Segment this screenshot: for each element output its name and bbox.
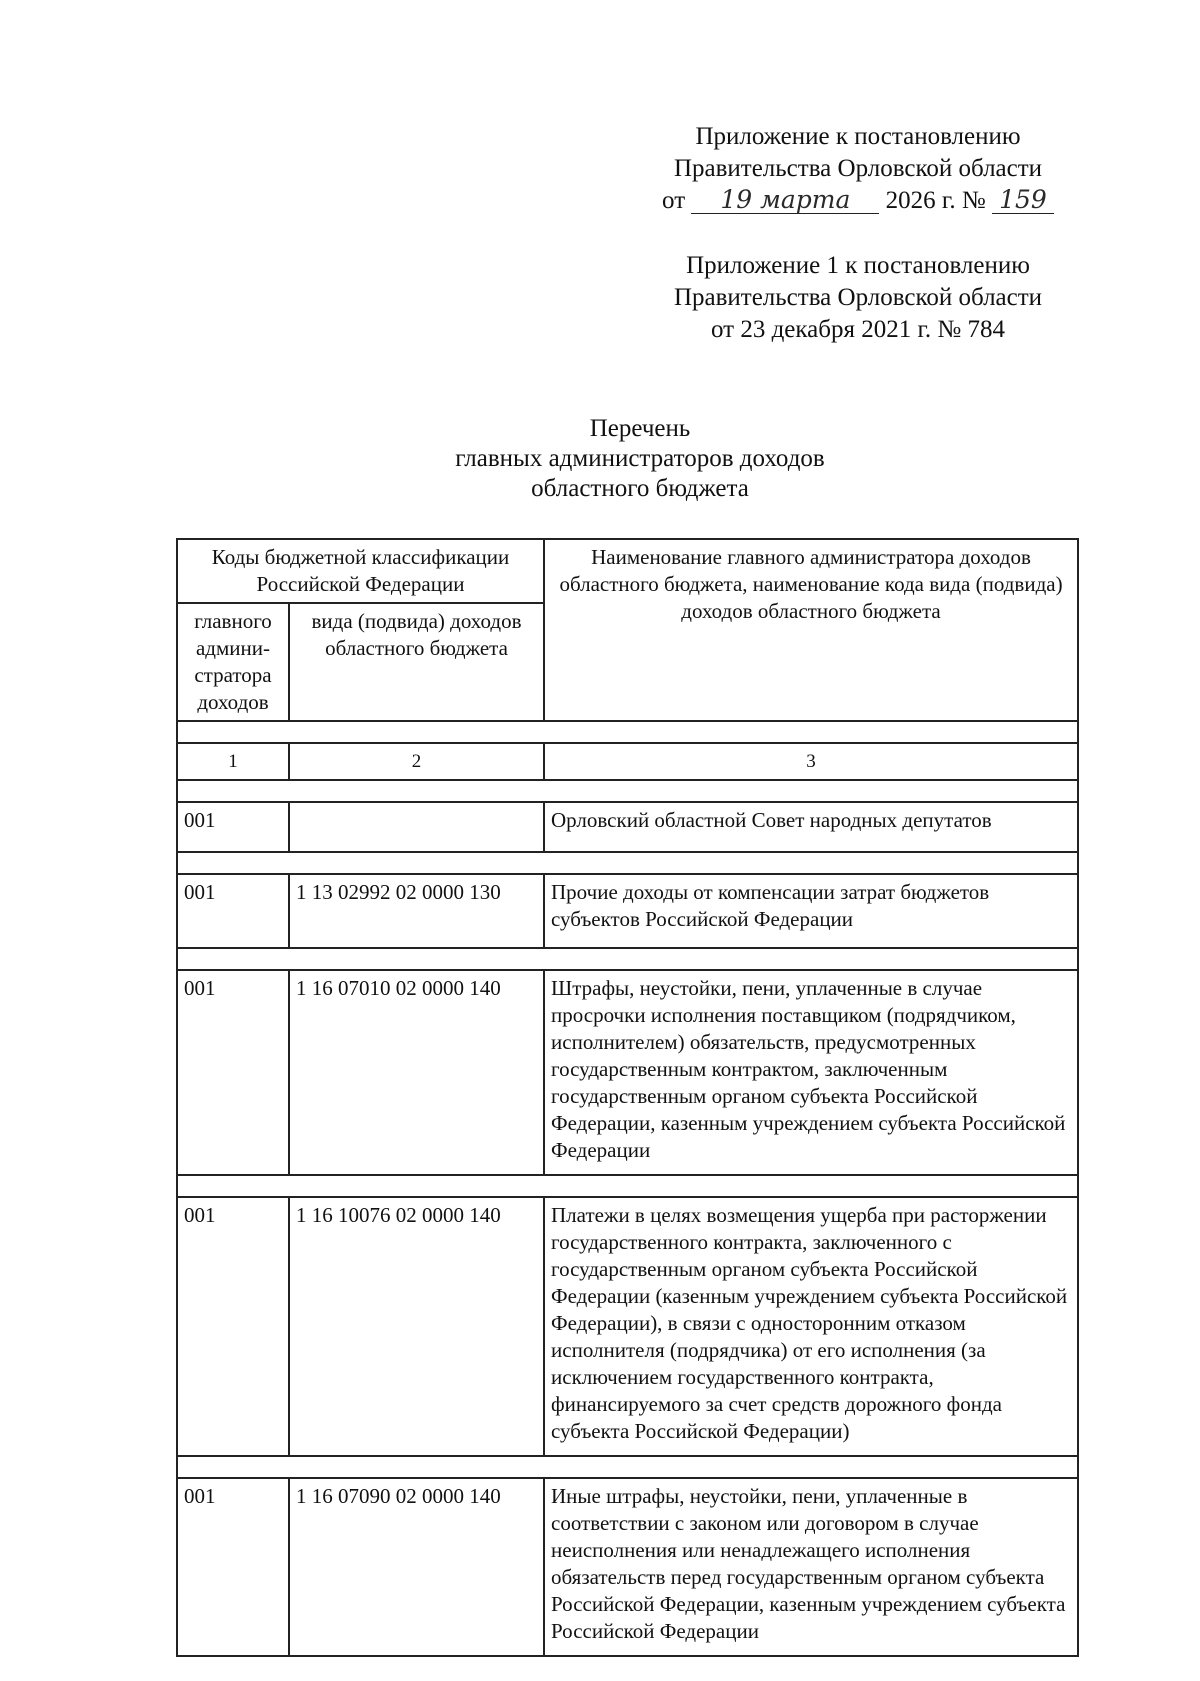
column-numbers-row [177,743,1078,780]
col2-header-cell: вида (подвида) доходов областного бюджета [289,603,544,721]
title-line1: Перечень [589,415,691,442]
administrators-table [176,538,1079,1657]
original-appendix-line2: Правительства Орловской области [673,284,1043,311]
appendix-header-line2: Правительства Орловской области [673,155,1043,182]
handwritten-date: 19 марта [691,187,879,214]
appendix-header-line1: Приложение к постановлению [695,123,1021,150]
title-line3: областного бюджета [531,475,749,502]
admin-code-cell: 001 [177,1478,289,1656]
col1-header-cell: главного админи-стратора доходов [177,603,289,721]
header-gap [177,721,1078,743]
admin-code-cell: 001 [177,970,289,1175]
document-title [0,414,1200,504]
income-code-cell: 1 13 02992 02 0000 130 [289,874,544,948]
original-appendix-line1: Приложение 1 к постановлению [686,252,1030,279]
table-row [177,874,1078,948]
col-number-2: 2 [289,743,544,780]
income-name-cell: Штрафы, неустойки, пени, уплаченные в случае просрочки исполнения поставщиком (подрядчиком, исполнителем) обязательств, предусмотренных государственным контрактом, заключенным государственным органом субъекта Российской Федерации, казенным учреждением субъекта Российской Федерации [544,970,1078,1175]
income-code-cell [289,802,544,852]
admin-code-cell: 001 [177,1197,289,1456]
original-appendix-line3: от 23 декабря 2021 г. № 784 [710,316,1006,343]
year-text: 2026 г. № [885,187,986,214]
col-number-3: 3 [544,743,1078,780]
income-code-cell: 1 16 07010 02 0000 140 [289,970,544,1175]
original-appendix-header [628,250,1088,346]
table-row [177,970,1078,1175]
admin-code-cell: 001 [177,802,289,852]
table-row [177,1197,1078,1456]
income-code-cell: 1 16 07090 02 0000 140 [289,1478,544,1656]
income-name-cell: Иные штрафы, неустойки, пени, уплаченные в соответствии с законом или договором в случае неисполнения или ненадлежащего исполнения обязательств перед государственным органом субъекта Российской Федерации, казенным учреждением субъекта Российской Федерации [544,1478,1078,1656]
income-code-cell: 1 16 10076 02 0000 140 [289,1197,544,1456]
col3-header-cell: Наименование главного администратора доходов областного бюджета, наименование кода вида (подвида) доходов областного бюджета [544,539,1078,721]
income-name-cell: Орловский областной Совет народных депутатов [544,802,1078,852]
admin-code-cell: 001 [177,874,289,948]
date-prefix: от [662,187,686,214]
table-header-row [177,539,1078,603]
appendix-date-line [628,185,1088,217]
income-name-cell: Платежи в целях возмещения ущерба при расторжении государственного контракта, заключенного с государственным органом субъекта Российской Федерации (казенным учреждением субъекта Российской Федерации), в связи с односторонним отказом исполнителя (подрядчика) от его исполнения (за исключением государственного контракта, финансируемого за счет средств дорожного фонда субъекта Российской Федерации) [544,1197,1078,1456]
group-header-cell: Коды бюджетной классификации Российской Федерации [177,539,544,603]
table-row [177,802,1078,852]
title-line2: главных администраторов доходов [455,445,825,472]
income-name-cell: Прочие доходы от компенсации затрат бюджетов субъектов Российской Федерации [544,874,1078,948]
table-row [177,1478,1078,1656]
handwritten-number: 159 [992,187,1054,214]
appendix-header [628,121,1088,217]
col-number-1: 1 [177,743,289,780]
numbers-gap [177,780,1078,802]
